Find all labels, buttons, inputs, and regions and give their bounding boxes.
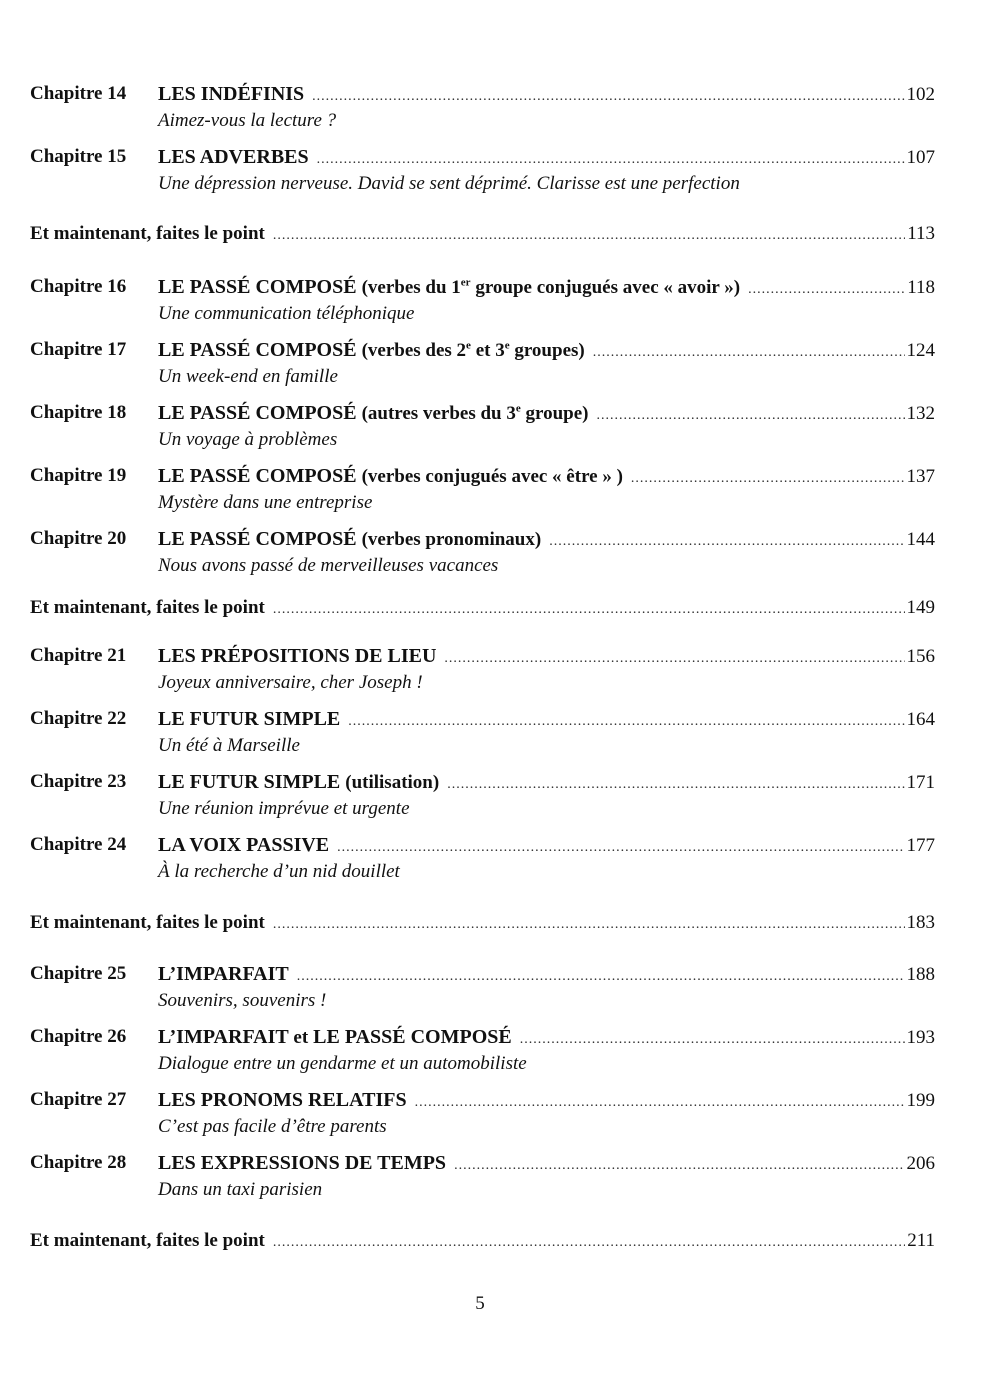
chapter-title-detail: (verbes des 2e et 3e groupes): [361, 339, 585, 361]
chapter-title: LES ADVERBES: [158, 146, 309, 168]
chapter-title-detail: et: [293, 1027, 309, 1048]
dot-leader: [631, 467, 905, 491]
chapter-title: LES INDÉFINIS: [158, 83, 305, 105]
dot-leader: [273, 1231, 905, 1255]
chapter-number: Chapitre 28: [30, 1152, 127, 1173]
chapter-subtitle: Souvenirs, souvenirs !: [158, 990, 327, 1011]
chapter-number: Chapitre 17: [30, 339, 127, 360]
chapter-title: LA VOIX PASSIVE: [158, 834, 330, 856]
chapter-number: Chapitre 14: [30, 83, 127, 104]
chapter-title: L’IMPARFAIT: [158, 1026, 289, 1048]
chapter-title-detail: (autres verbes du 3e groupe): [361, 402, 589, 424]
dot-leader: [520, 1028, 905, 1052]
chapter-title-text: [158, 275, 740, 300]
page-ref: 193: [906, 1027, 935, 1048]
toc-review-entry: [30, 222, 935, 248]
chapter-title: LE PASSÉ COMPOSÉ: [158, 339, 357, 361]
chapter-title-line: [158, 770, 935, 797]
chapter-subtitle: Un week-end en famille: [158, 366, 338, 387]
dot-leader: [273, 913, 905, 937]
chapter-subtitle: Nous avons passé de merveilleuses vacances: [158, 555, 499, 576]
dot-leader: [748, 278, 905, 302]
page-ref: 113: [907, 223, 935, 244]
page-ref: 183: [906, 912, 935, 933]
chapter-number: Chapitre 19: [30, 465, 127, 486]
chapter-subtitle: Mystère dans une entreprise: [158, 492, 373, 513]
chapter-title-text: [158, 707, 340, 731]
chapter-subtitle: À la recherche d’un nid douillet: [158, 861, 400, 882]
review-label: Et maintenant, faites le point: [30, 1230, 265, 1251]
dot-leader: [593, 341, 905, 365]
page-ref: 164: [906, 709, 935, 730]
chapter-number: Chapitre 26: [30, 1026, 127, 1047]
chapter-number: Chapitre 18: [30, 402, 127, 423]
chapter-title: LE FUTUR SIMPLE: [158, 708, 341, 730]
chapter-subtitle: Un été à Marseille: [158, 735, 300, 756]
chapter-title: LES PRÉPOSITIONS DE LIEU: [158, 645, 437, 667]
chapter-title-line: [158, 401, 935, 428]
chapter-title-line: [158, 1025, 935, 1052]
chapter-title: LE PASSÉ COMPOSÉ: [158, 276, 357, 298]
chapter-title-detail: (verbes conjugués avec « être » ): [361, 466, 623, 487]
chapter-title-line: [158, 527, 935, 554]
dot-leader: [317, 148, 905, 172]
chapter-number: Chapitre 22: [30, 708, 127, 729]
dot-leader: [273, 224, 905, 248]
chapter-number: Chapitre 23: [30, 771, 127, 792]
page-ref: 118: [907, 277, 935, 298]
chapter-title: L’IMPARFAIT: [158, 963, 289, 985]
chapter-title-line: [158, 707, 935, 734]
chapter-title-detail: (verbes du 1er groupe conjugués avec « avoir »): [361, 276, 741, 298]
chapter-title: LES EXPRESSIONS DE TEMPS: [158, 1152, 447, 1174]
page-number: 5: [475, 1293, 485, 1314]
page-ref: 107: [906, 147, 935, 168]
chapter-title-text: [158, 1088, 407, 1112]
chapter-subtitle: C’est pas facile d’être parents: [158, 1116, 387, 1137]
chapter-title-text: [158, 833, 329, 857]
page-ref: 171: [906, 772, 935, 793]
dot-leader: [312, 85, 904, 109]
chapter-title: LE PASSÉ COMPOSÉ: [158, 528, 357, 550]
review-label: Et maintenant, faites le point: [30, 597, 265, 618]
chapter-title-text: [158, 401, 588, 426]
chapter-number: Chapitre 27: [30, 1089, 127, 1110]
chapter-title-tail: LE PASSÉ COMPOSÉ: [313, 1026, 512, 1048]
page-ref: 124: [906, 340, 935, 361]
chapter-title-line: [158, 82, 935, 109]
chapter-number: Chapitre 20: [30, 528, 127, 549]
chapter-title-line: [158, 644, 935, 671]
chapter-subtitle: Une réunion imprévue et urgente: [158, 798, 410, 819]
page-ref: 144: [906, 529, 935, 550]
toc-review-entry: [30, 911, 935, 937]
page-ref: 206: [906, 1153, 935, 1174]
chapter-title-text: [158, 962, 289, 986]
page-ref: 102: [906, 84, 935, 105]
page-ref: 177: [906, 835, 935, 856]
chapter-title-text: [158, 527, 541, 552]
page-ref: 149: [906, 597, 935, 618]
chapter-title-line: [158, 338, 935, 365]
chapter-subtitle: Dialogue entre un gendarme et un automobiliste: [158, 1053, 527, 1074]
dot-leader: [348, 710, 904, 734]
chapter-title-text: [158, 338, 585, 363]
dot-leader: [337, 836, 904, 860]
chapter-title-line: [158, 464, 935, 491]
chapter-title: LE PASSÉ COMPOSÉ: [158, 402, 357, 424]
chapter-title-text: [158, 770, 439, 795]
page-ref: 211: [907, 1230, 935, 1251]
chapter-title-text: [158, 145, 309, 169]
chapter-title-text: [158, 1025, 512, 1050]
chapter-title-line: [158, 1151, 935, 1178]
dot-leader: [549, 530, 904, 554]
chapter-subtitle: Aimez-vous la lecture ?: [158, 110, 337, 131]
chapter-subtitle: Une communication téléphonique: [158, 303, 415, 324]
dot-leader: [444, 647, 904, 671]
chapter-subtitle: Dans un taxi parisien: [158, 1179, 323, 1200]
dot-leader: [596, 404, 904, 428]
dot-leader: [273, 598, 905, 622]
chapter-title-detail: (verbes pronominaux): [361, 529, 542, 550]
page-ref: 188: [906, 964, 935, 985]
dot-leader: [454, 1154, 904, 1178]
chapter-subtitle: Un voyage à problèmes: [158, 429, 338, 450]
chapter-number: Chapitre 16: [30, 276, 127, 297]
chapter-title: LE PASSÉ COMPOSÉ: [158, 465, 357, 487]
chapter-title-line: [158, 145, 935, 172]
review-label: Et maintenant, faites le point: [30, 223, 265, 244]
review-label: Et maintenant, faites le point: [30, 912, 265, 933]
chapter-number: Chapitre 15: [30, 146, 127, 167]
dot-leader: [447, 773, 904, 797]
chapter-subtitle: Joyeux anniversaire, cher Joseph !: [158, 672, 423, 693]
chapter-title-detail: (utilisation): [345, 772, 440, 793]
chapter-subtitle: Une dépression nerveuse. David se sent déprimé. Clarisse est une perfection: [158, 173, 740, 194]
chapter-title-text: [158, 644, 436, 668]
page-ref: 132: [906, 403, 935, 424]
page-ref: 137: [906, 466, 935, 487]
dot-leader: [297, 965, 905, 989]
chapter-number: Chapitre 21: [30, 645, 127, 666]
chapter-number: Chapitre 25: [30, 963, 127, 984]
chapter-title: LES PRONOMS RELATIFS: [158, 1089, 407, 1111]
chapter-title-line: [158, 833, 935, 860]
chapter-title-text: [158, 464, 623, 489]
page-ref: 156: [906, 646, 935, 667]
dot-leader: [415, 1091, 905, 1115]
page-ref: 199: [906, 1090, 935, 1111]
toc-review-entry: [30, 1229, 935, 1255]
toc-review-entry: [30, 596, 935, 622]
chapter-title-text: [158, 82, 304, 106]
chapter-title-line: [158, 1088, 935, 1115]
chapter-title-line: [158, 275, 935, 302]
chapter-title: LE FUTUR SIMPLE: [158, 771, 341, 793]
chapter-title-text: [158, 1151, 446, 1175]
chapter-number: Chapitre 24: [30, 834, 127, 855]
chapter-title-line: [158, 962, 935, 989]
